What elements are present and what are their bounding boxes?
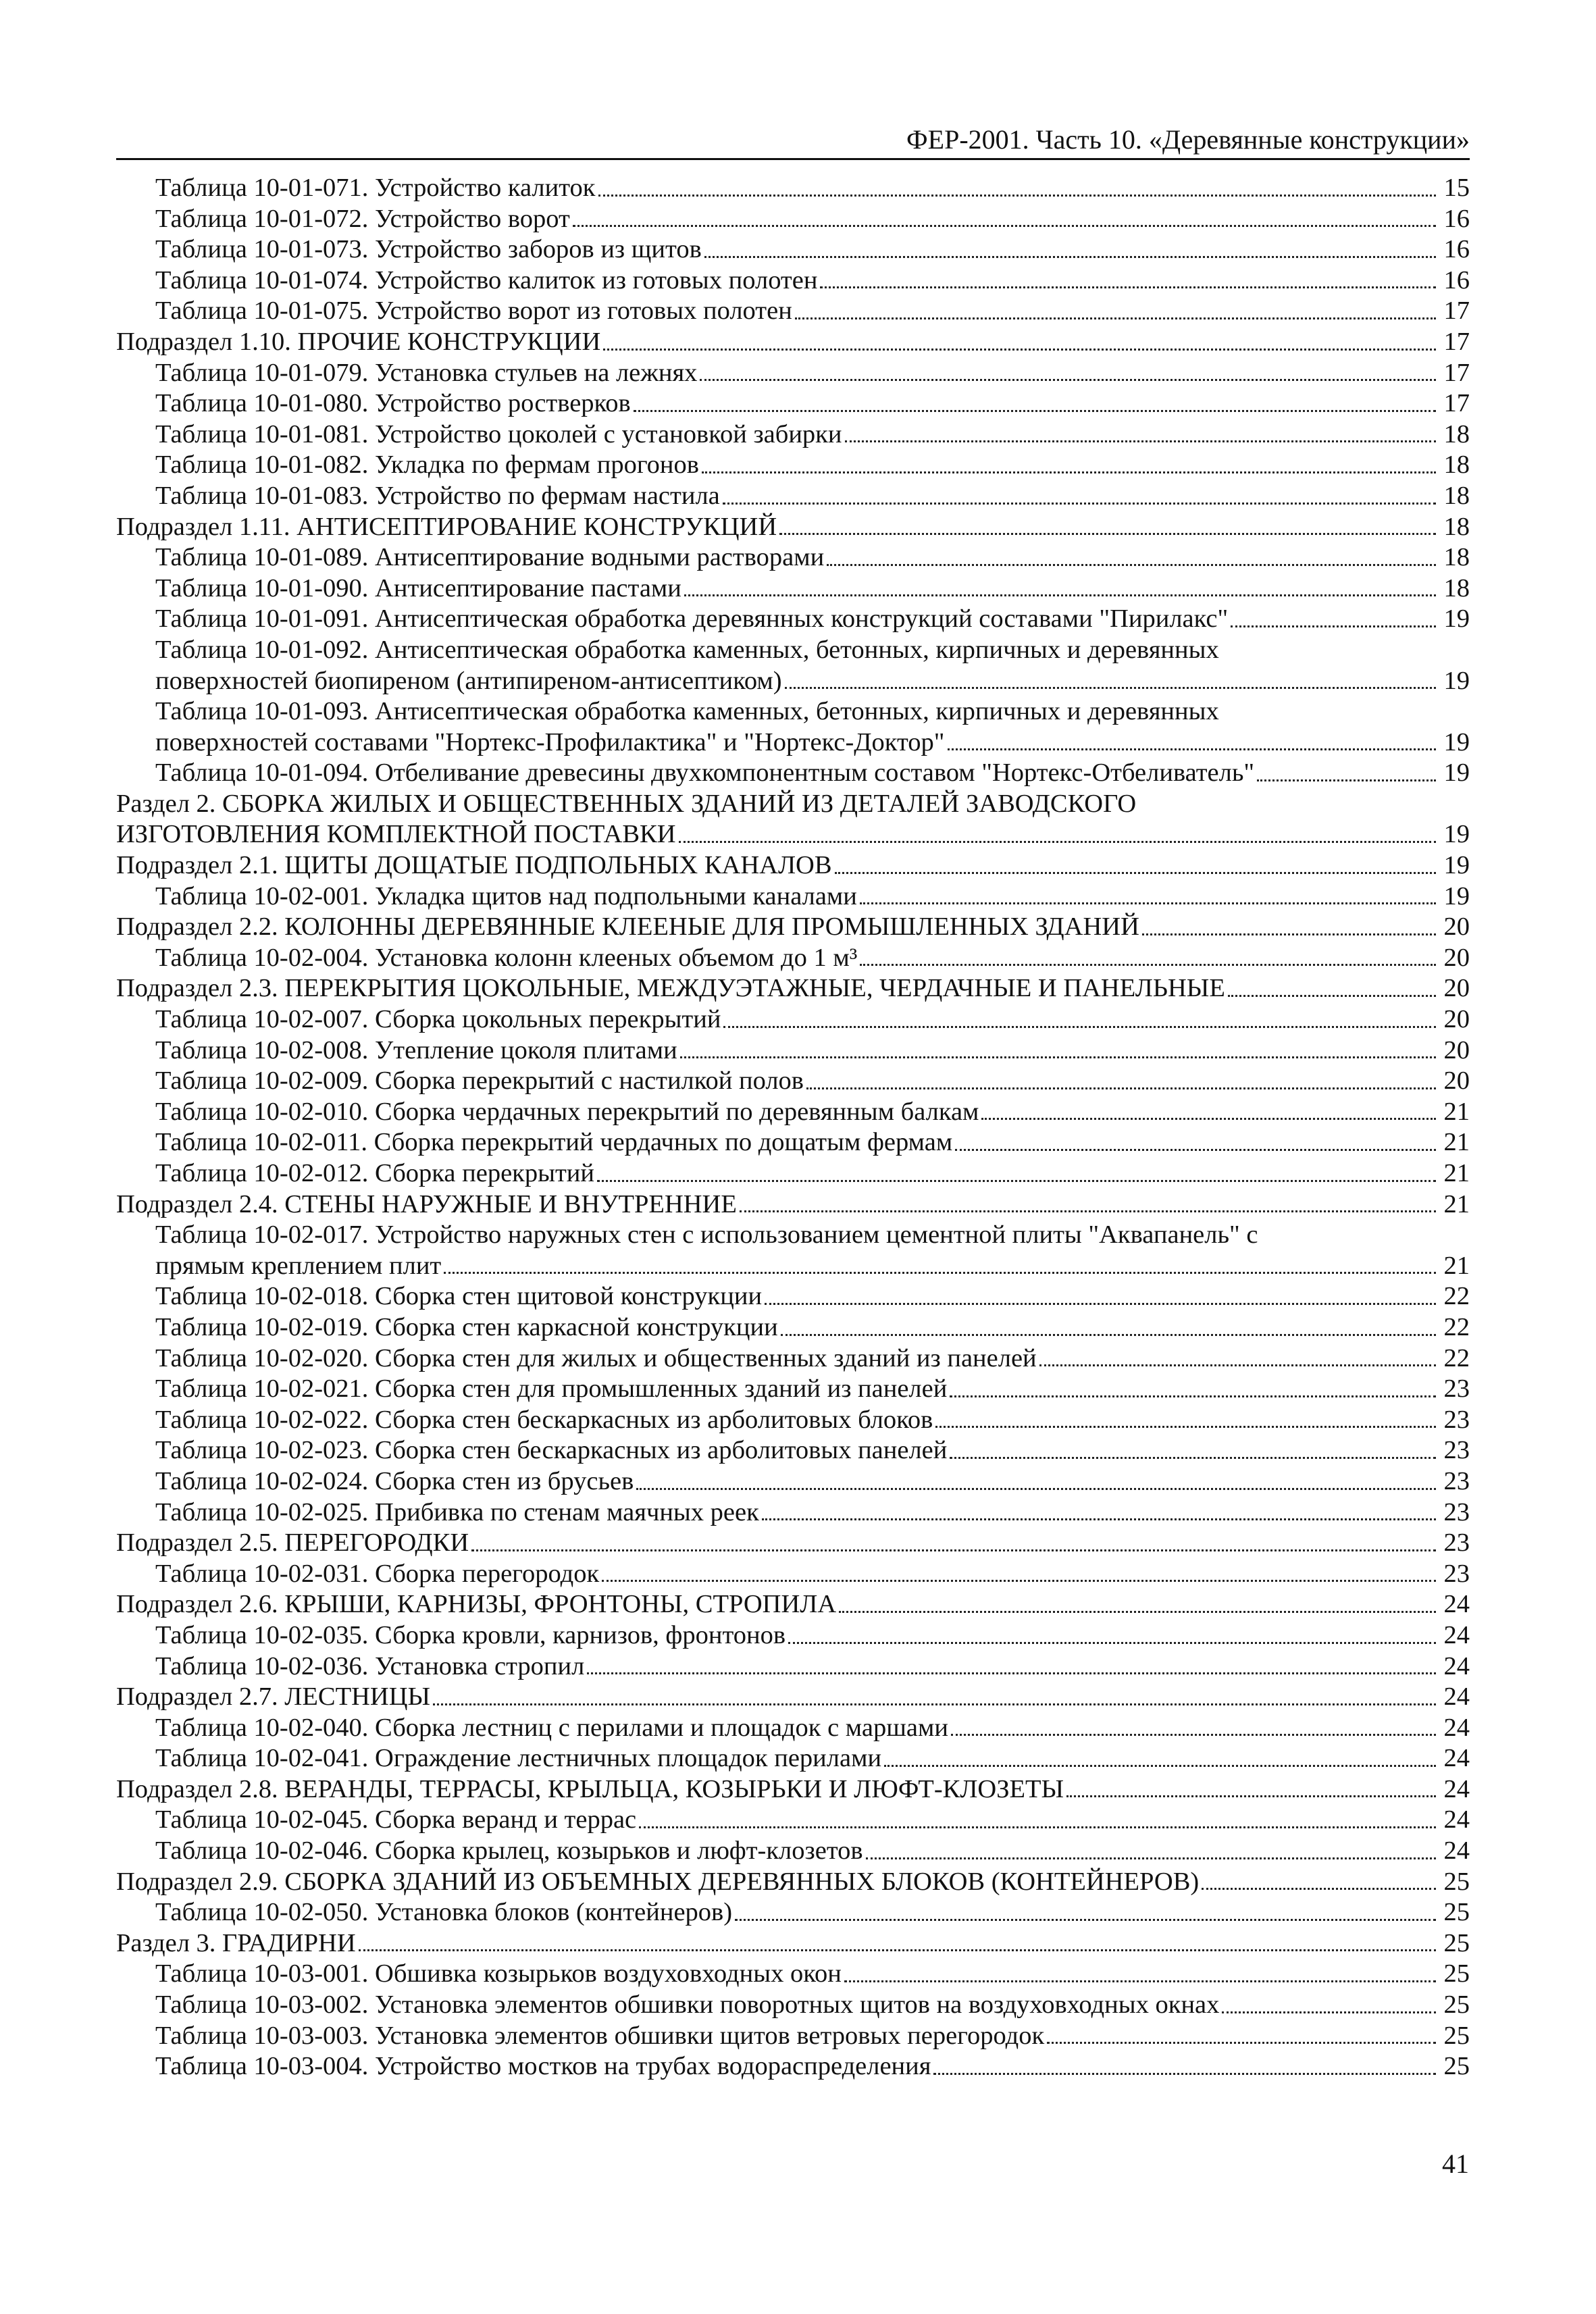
toc-page-number: 24 [1443,1805,1470,1834]
dot-leader [700,379,1436,381]
toc-entry-table[interactable] [116,481,1470,512]
toc-page-number: 20 [1443,974,1470,1003]
toc-entry-table[interactable] [116,234,1470,265]
toc-entry-section[interactable] [116,789,1470,850]
toc-page-number: 24 [1443,1590,1470,1619]
dot-leader [1228,995,1436,997]
dot-leader [573,225,1436,227]
toc-entry-text: Таблица 10-01-080. Устройство ростверков [155,389,631,418]
dot-leader [735,1919,1436,1921]
toc-entry-text: Подраздел 2.1. ЩИТЫ ДОЩАТЫЕ ПОДПОЛЬНЫХ КАНАЛОВ [116,851,832,880]
toc-entry-section[interactable] [116,1589,1470,1620]
toc-entry-text: ИЗГОТОВЛЕНИЯ КОМПЛЕКТНОЙ ПОСТАВКИ [116,820,676,849]
toc-entry-text: Раздел 3. ГРАДИРНИ [116,1928,356,1957]
toc-entry-text: Таблица 10-01-083. Устройство по фермам настила [155,481,720,510]
toc-entry-table[interactable] [116,1836,1470,1867]
toc-entry-text: Таблица 10-02-009. Сборка перекрытий с настилкой полов [155,1066,804,1096]
toc-entry-text: Таблица 10-02-045. Сборка веранд и террас [155,1805,637,1834]
toc-entry-table[interactable] [116,1805,1470,1836]
toc-page-number: 17 [1443,327,1470,356]
toc-entry-text: Раздел 2. СБОРКА ЖИЛЫХ И ОБЩЕСТВЕННЫХ ЗДАНИЙ ИЗ ДЕТАЛЕЙ ЗАВОДСКОГО [116,789,1137,818]
dot-leader [723,503,1436,505]
toc-entry-text: Подраздел 1.10. ПРОЧИЕ КОНСТРУКЦИИ [116,327,601,356]
toc-entry-text: Таблица 10-02-007. Сборка цокольных перекрытий [155,1005,721,1034]
toc-entry-text: Подраздел 2.5. ПЕРЕГОРОДКИ [116,1528,469,1558]
toc-page-number: 20 [1443,912,1470,942]
toc-entry-table[interactable] [116,1620,1470,1651]
toc-page-number: 25 [1443,2052,1470,2081]
dot-leader [933,2073,1436,2075]
toc-entry-section[interactable] [116,973,1470,1004]
dot-leader [844,1980,1436,1982]
toc-page-number: 19 [1443,727,1470,756]
dot-leader [433,1703,1436,1705]
toc-page-number: 21 [1443,1128,1470,1157]
toc-entry-text: Подраздел 2.4. СТЕНЫ НАРУЖНЫЕ И ВНУТРЕННИЕ [116,1189,737,1218]
toc-entry-text: Таблица 10-02-018. Сборка стен щитовой конструкции [155,1282,763,1311]
dot-leader [1222,2011,1436,2013]
dot-leader [1142,933,1436,935]
toc-entry-text: Таблица 10-01-073. Устройство заборов из щитов [155,235,702,264]
toc-page-number: 18 [1443,543,1470,572]
dot-leader [680,1056,1436,1058]
toc-entry-table[interactable] [116,1990,1470,2021]
toc-entry-text: Таблица 10-01-079. Установка стульев на лежнях [155,358,698,387]
toc-page-number: 17 [1443,389,1470,418]
toc-page-number: 20 [1443,943,1470,972]
toc-entry-text: Таблица 10-02-010. Сборка чердачных перекрытий по деревянным балкам [155,1097,979,1126]
toc-entry-text: поверхностей составами "Нортекс-Профилактика" и "Нортекс-Доктор" [155,727,945,756]
dot-leader [785,687,1436,689]
toc-page-number: 23 [1443,1497,1470,1526]
dot-leader [679,841,1436,843]
dot-leader [950,1457,1436,1459]
toc-page-number: 20 [1443,1005,1470,1034]
dot-leader [884,1765,1436,1767]
toc-entry-text: Таблица 10-02-011. Сборка перекрытий чердачных по дощатым фермам [155,1128,953,1157]
toc-entry-table[interactable] [116,1035,1470,1066]
toc-entry-text: Таблица 10-02-040. Сборка лестниц с перилами и площадок с маршами [155,1713,948,1742]
toc-page-number: 19 [1443,851,1470,880]
dot-leader [1047,2042,1436,2044]
toc-entry-text: Таблица 10-02-019. Сборка стен каркасной конструкции [155,1312,778,1341]
toc-page-number: 24 [1443,1744,1470,1773]
toc-entry-table[interactable] [116,1004,1470,1035]
toc-page-number: 24 [1443,1836,1470,1866]
dot-leader [806,1087,1436,1089]
toc-entry-table[interactable] [116,388,1470,419]
dot-leader [1039,1364,1436,1366]
toc-entry-text: Таблица 10-03-002. Установка элементов обшивки поворотных щитов на воздуховходных окнах [155,1990,1220,2020]
page-number: 41 [1442,2149,1469,2179]
dot-leader [981,1118,1436,1120]
toc-entry-section[interactable] [116,1867,1470,1898]
dot-leader [359,1949,1436,1951]
toc-entry-text: Таблица 10-03-001. Обшивка козырьков воздуховходных окон [155,1959,842,1988]
toc-page-number: 24 [1443,1651,1470,1680]
toc-entry-text: Таблица 10-01-092. Антисептическая обработка каменных, бетонных, кирпичных и деревянных [155,635,1219,664]
toc-entry-table[interactable] [116,758,1470,789]
dot-leader [845,440,1437,442]
dot-leader [1202,1888,1436,1890]
toc-page-number: 18 [1443,419,1470,448]
toc-page-number: 17 [1443,297,1470,326]
toc-page-number: 18 [1443,481,1470,510]
toc-entry-table[interactable] [116,419,1470,451]
toc-entry-text: Таблица 10-02-001. Укладка щитов над подпольными каналами [155,881,857,910]
toc-entry-table[interactable] [116,450,1470,481]
toc-entry-text: Таблица 10-01-089. Антисептирование водными растворами [155,543,825,572]
dot-leader [602,1580,1436,1582]
toc-entry-table[interactable] [116,1651,1470,1682]
toc-page-number: 18 [1443,451,1470,480]
toc-entry-table[interactable] [116,1158,1470,1189]
toc-entry-table[interactable] [116,296,1470,327]
toc-page-number: 19 [1443,759,1470,788]
toc-entry-table[interactable] [116,265,1470,297]
toc-page-number: 21 [1443,1159,1470,1187]
toc-entry-table[interactable] [116,943,1470,974]
toc-entry-table[interactable] [116,1220,1470,1281]
running-header [116,113,1470,160]
toc-page-number: 24 [1443,1774,1470,1803]
toc-entry-text: Подраздел 1.11. АНТИСЕПТИРОВАНИЕ КОНСТРУКЦИЙ [116,512,777,541]
toc-entry-text: Таблица 10-02-036. Установка стропил [155,1651,585,1680]
toc-entry-table[interactable] [116,1959,1470,1990]
toc-entry-text: Таблица 10-02-031. Сборка перегородок [155,1559,600,1588]
dot-leader [788,1642,1436,1644]
toc-page-number: 25 [1443,1959,1470,1988]
toc-entry-table[interactable] [116,1097,1470,1128]
toc-page-number: 20 [1443,1066,1470,1096]
toc-page-number: 25 [1443,1867,1470,1896]
dot-leader [948,748,1436,750]
toc-entry-table[interactable] [116,1405,1470,1436]
dot-leader [1257,779,1436,781]
toc-entry-section[interactable] [116,1682,1470,1713]
toc-entry-section[interactable] [116,912,1470,943]
toc-page-number: 16 [1443,204,1470,233]
toc-entry-section[interactable] [116,1774,1470,1805]
toc-entry-table[interactable] [116,881,1470,912]
dot-leader [820,286,1436,288]
toc-entry-table[interactable] [116,204,1470,235]
toc-entry-table[interactable] [116,696,1470,758]
dot-leader [765,1303,1436,1305]
toc-entry-text: Таблица 10-02-022. Сборка стен бескаркасных из арболитовых блоков [155,1405,933,1434]
dot-leader [684,594,1436,596]
toc-entry-section[interactable] [116,512,1470,543]
dot-leader [860,964,1436,966]
toc-entry-text: Таблица 10-03-004. Устройство мостков на трубах водораспределения [155,2052,931,2081]
toc-page-number: 20 [1443,1035,1470,1064]
toc-page-number: 15 [1443,174,1470,202]
toc-page-number: 23 [1443,1528,1470,1558]
toc-entry-text: Таблица 10-02-021. Сборка стен для промышленных зданий из панелей [155,1374,948,1404]
toc-entry-text: Таблица 10-02-025. Прибивка по стенам маячных реек [155,1497,759,1526]
dot-leader [762,1518,1436,1520]
toc-entry-table[interactable] [116,1343,1470,1374]
dot-leader [444,1272,1436,1274]
dot-leader [471,1549,1436,1551]
toc-entry-table[interactable] [116,1466,1470,1497]
dot-leader [587,1672,1436,1674]
toc-entry-table[interactable] [116,1374,1470,1405]
toc-entry-text: Подраздел 2.8. ВЕРАНДЫ, ТЕРРАСЫ, КРЫЛЬЦА, КОЗЫРЬКИ И ЛЮФТ-КЛОЗЕТЫ [116,1774,1064,1803]
toc-entry-text: Таблица 10-01-071. Устройство калиток [155,174,596,202]
toc-entry-text: Подраздел 2.7. ЛЕСТНИЦЫ [116,1682,431,1712]
toc-entry-text: Таблица 10-01-074. Устройство калиток из готовых полотен [155,265,818,294]
toc-entry-text: Таблица 10-01-081. Устройство цоколей с установкой забирки [155,419,842,448]
dot-leader [702,471,1436,473]
toc-page-number: 21 [1443,1251,1470,1280]
toc-entry-text: Таблица 10-01-075. Устройство ворот из готовых полотен [155,297,792,326]
toc-page-number: 19 [1443,881,1470,910]
dot-leader [839,1611,1436,1613]
toc-entry-text: Таблица 10-02-020. Сборка стен для жилых и общественных зданий из панелей [155,1343,1037,1372]
toc-entry-table[interactable] [116,604,1470,635]
dot-leader [951,1734,1436,1736]
dot-leader [866,1857,1436,1859]
toc-entry-text: Таблица 10-02-035. Сборка кровли, карнизов, фронтонов [155,1620,786,1649]
toc-page-number: 18 [1443,573,1470,602]
toc-page-number: 24 [1443,1713,1470,1742]
dot-leader [781,1334,1436,1336]
dot-leader [1231,625,1436,627]
toc-page-number: 23 [1443,1559,1470,1588]
dot-leader [795,317,1436,319]
toc-page-number: 24 [1443,1620,1470,1649]
toc-entry-text: Подраздел 2.3. ПЕРЕКРЫТИЯ ЦОКОЛЬНЫЕ, МЕЖДУЭТАЖНЫЕ, ЧЕРДАЧНЫЕ И ПАНЕЛЬНЫЕ [116,974,1225,1003]
toc-entry-table[interactable] [116,358,1470,389]
toc-page-number: 19 [1443,605,1470,634]
toc-page-number: 22 [1443,1312,1470,1341]
toc-entry-text: прямым креплением плит [155,1251,442,1280]
toc-entry-table[interactable] [116,1066,1470,1097]
toc-entry-table[interactable] [116,1497,1470,1528]
dot-leader [597,1180,1436,1182]
toc-entry-text: Таблица 10-02-004. Установка колонн клееных объемом до 1 м³ [155,943,858,972]
toc-entry-text: Таблица 10-01-082. Укладка по фермам прогонов [155,451,699,480]
toc-page-number: 18 [1443,512,1470,541]
dot-leader [598,195,1436,197]
toc-entry-table[interactable] [116,1713,1470,1744]
dot-leader [704,256,1436,258]
toc-page-number: 16 [1443,265,1470,294]
toc-entry-text: Таблица 10-02-041. Ограждение лестничных площадок перилами [155,1744,882,1773]
dot-leader [955,1149,1436,1151]
toc-entry-table[interactable] [116,1281,1470,1312]
toc-page-number: 25 [1443,1990,1470,2020]
toc-entry-table[interactable] [116,635,1470,696]
toc-entry-text: Таблица 10-02-023. Сборка стен бескаркасных из арболитовых панелей [155,1436,948,1465]
toc-entry-text: Таблица 10-01-090. Антисептирование пастами [155,573,681,602]
dot-leader [860,902,1436,904]
toc-entry-text: Таблица 10-02-012. Сборка перекрытий [155,1159,595,1187]
toc-entry-text: Таблица 10-01-091. Антисептическая обработка деревянных конструкций составами "Пирилакс" [155,605,1229,634]
toc-page-number: 23 [1443,1466,1470,1495]
toc-page-number: 25 [1443,1928,1470,1957]
toc-entry-table[interactable] [116,2051,1470,2082]
dot-leader [935,1426,1436,1428]
dot-leader [835,872,1436,874]
dot-leader [950,1395,1436,1397]
toc-entry-table[interactable] [116,1435,1470,1466]
toc-entry-section[interactable] [116,1189,1470,1220]
dot-leader [634,410,1436,412]
toc-entry-table[interactable] [116,1312,1470,1343]
toc-entry-table[interactable] [116,573,1470,605]
dot-leader [639,1826,1436,1828]
toc-page-number: 19 [1443,666,1470,695]
toc-entry-section[interactable] [116,327,1470,358]
toc-page-number: 23 [1443,1374,1470,1404]
toc-entry-text: Таблица 10-01-094. Отбеливание древесины двухкомпонентным составом "Нортекс-Отбеливатель" [155,759,1255,788]
toc-entry-text: Таблица 10-01-093. Антисептическая обработка каменных, бетонных, кирпичных и деревянных [155,697,1219,726]
toc-page-number: 23 [1443,1436,1470,1465]
dot-leader [827,564,1436,566]
toc-entry-text: Подраздел 2.6. КРЫШИ, КАРНИЗЫ, ФРОНТОНЫ, СТРОПИЛА [116,1590,837,1619]
dot-leader [1066,1795,1436,1797]
dot-leader [636,1488,1436,1490]
dot-leader [740,1210,1436,1212]
toc-entry-section[interactable] [116,1928,1470,1959]
toc-entry-text: Таблица 10-02-050. Установка блоков (контейнеров) [155,1898,733,1927]
toc-page-number: 25 [1443,2021,1470,2050]
toc-entry-text: Таблица 10-02-024. Сборка стен из брусьев [155,1466,634,1495]
toc-entry-text: Подраздел 2.2. КОЛОННЫ ДЕРЕВЯННЫЕ КЛЕЕНЫЕ ДЛЯ ПРОМЫШЛЕННЫХ ЗДАНИЙ [116,912,1139,942]
toc-page-number: 23 [1443,1405,1470,1434]
dot-leader [723,1026,1436,1028]
toc-page-number: 17 [1443,358,1470,387]
toc-entry-text: Таблица 10-02-017. Устройство наружных стен с использованием цементной плиты "Аквапанель" с [155,1220,1258,1250]
toc-entry-text: Таблица 10-02-046. Сборка крылец, козырьков и люфт-клозетов [155,1836,863,1866]
toc-entry-text: Подраздел 2.9. СБОРКА ЗДАНИЙ ИЗ ОБЪЕМНЫХ ДЕРЕВЯННЫХ БЛОКОВ (КОНТЕЙНЕРОВ) [116,1867,1200,1896]
dot-leader [779,533,1436,535]
toc-entry-table[interactable] [116,1127,1470,1158]
toc-entry-table[interactable] [116,1897,1470,1928]
toc-entry-table[interactable] [116,1743,1470,1774]
table-of-contents [116,173,1470,2082]
toc-entry-text: Таблица 10-02-008. Утепление цоколя плитами [155,1035,677,1064]
toc-entry-section[interactable] [116,850,1470,881]
toc-page-number: 19 [1443,820,1470,849]
toc-entry-table[interactable] [116,542,1470,573]
toc-entry-table[interactable] [116,2021,1470,2052]
header-title: ФЕР-2001. Часть 10. «Деревянные конструкции» [906,124,1470,155]
toc-page-number: 21 [1443,1097,1470,1126]
toc-entry-section[interactable] [116,1528,1470,1559]
toc-page-number: 21 [1443,1189,1470,1218]
dot-leader [603,349,1436,351]
toc-entry-text: Таблица 10-03-003. Установка элементов обшивки щитов ветровых перегородок [155,2021,1045,2050]
toc-entry-table[interactable] [116,1559,1470,1590]
toc-entry-table[interactable] [116,173,1470,204]
toc-page-number: 25 [1443,1898,1470,1927]
toc-page-number: 22 [1443,1343,1470,1372]
toc-entry-text: поверхностей биопиреном (антипиреном-антисептиком) [155,666,782,695]
toc-page-number: 16 [1443,235,1470,264]
toc-page-number: 22 [1443,1282,1470,1311]
toc-entry-text: Таблица 10-01-072. Устройство ворот [155,204,570,233]
toc-page-number: 24 [1443,1682,1470,1712]
